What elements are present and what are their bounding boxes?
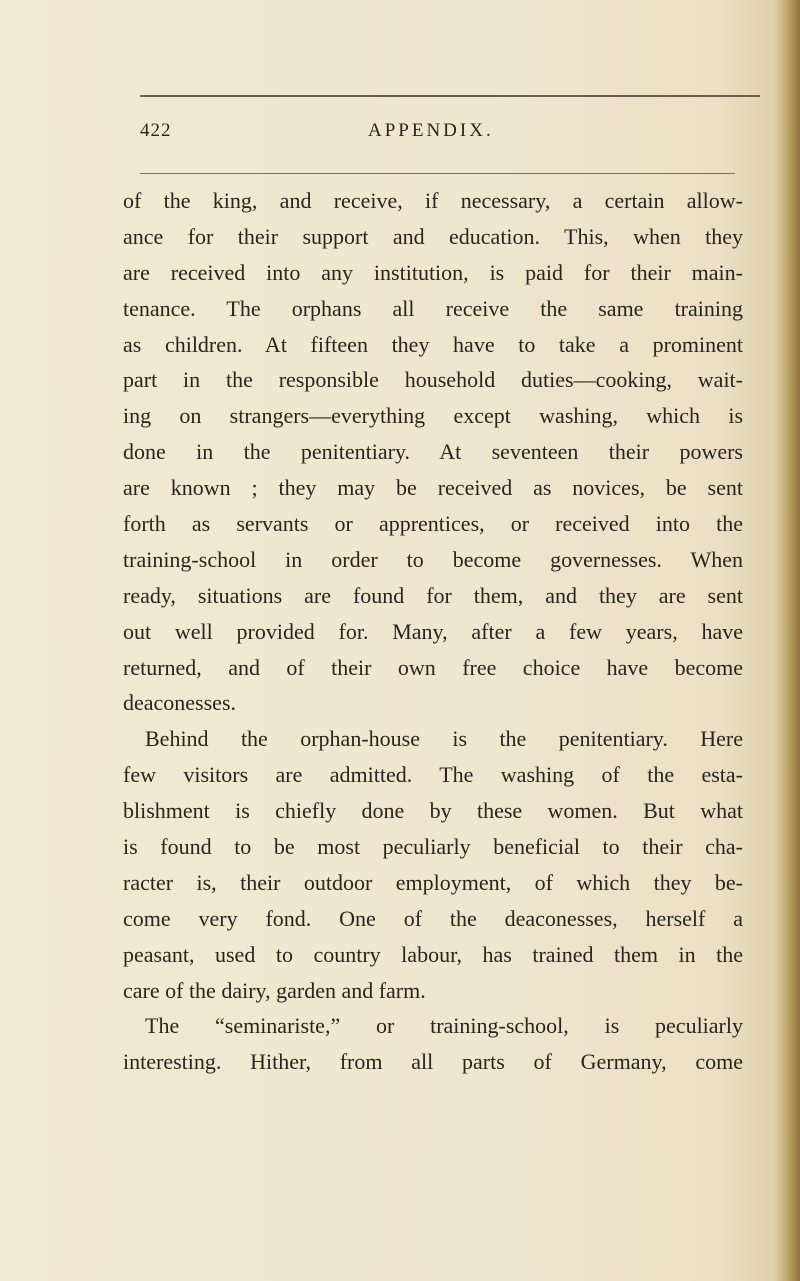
text-line: interesting. Hither, from all parts of Germany, come	[123, 1049, 743, 1075]
text-line: racter is, their outdoor employment, of which they be-	[123, 869, 743, 895]
page-number: 422	[140, 120, 172, 141]
text-line: is found to be most peculiarly beneficial to their cha-	[123, 834, 743, 860]
text-line: Behind the orphan-house is the penitentiary. Here	[145, 726, 743, 752]
text-line: come very fond. One of the deaconesses, herself a	[123, 905, 743, 931]
page-edge	[774, 0, 800, 1281]
text-line: The “seminariste,” or training-school, is peculiarly	[145, 1013, 743, 1039]
text-line: deaconesses.	[123, 690, 237, 716]
text-line: of the king, and receive, if necessary, a certain allow-	[123, 188, 743, 213]
text-line: peasant, used to country labour, has trained them in the	[123, 941, 743, 967]
header-rule	[140, 173, 735, 174]
text-line: blishment is chiefly done by these women. But what	[123, 798, 743, 824]
page-header	[140, 120, 760, 150]
text-line: ing on strangers—everything except washing, which is	[123, 403, 743, 429]
body-text	[123, 183, 743, 1080]
text-line: care of the dairy, garden and farm.	[123, 977, 426, 1003]
text-line: out well provided for. Many, after a few years, have	[123, 618, 743, 644]
text-line: are received into any institution, is paid for their main-	[123, 259, 743, 285]
text-line: done in the penitentiary. At seventeen their powers	[123, 439, 743, 465]
text-line: ready, situations are found for them, and they are sent	[123, 582, 743, 608]
text-line: forth as servants or apprentices, or received into the	[123, 511, 743, 537]
text-line: returned, and of their own free choice have become	[123, 654, 743, 680]
text-line: as children. At fifteen they have to take a prominent	[123, 331, 743, 357]
text-line: are known ; they may be received as novices, be sent	[123, 475, 743, 501]
text-line: ance for their support and education. This, when they	[123, 223, 743, 249]
top-rule	[140, 95, 760, 97]
text-line: part in the responsible household duties—cooking, wait-	[123, 367, 743, 393]
text-line: few visitors are admitted. The washing of the esta-	[123, 762, 743, 788]
running-head: APPENDIX.	[368, 120, 494, 141]
text-line: tenance. The orphans all receive the same training	[123, 295, 743, 321]
text-line: training-school in order to become governesses. When	[123, 546, 743, 572]
